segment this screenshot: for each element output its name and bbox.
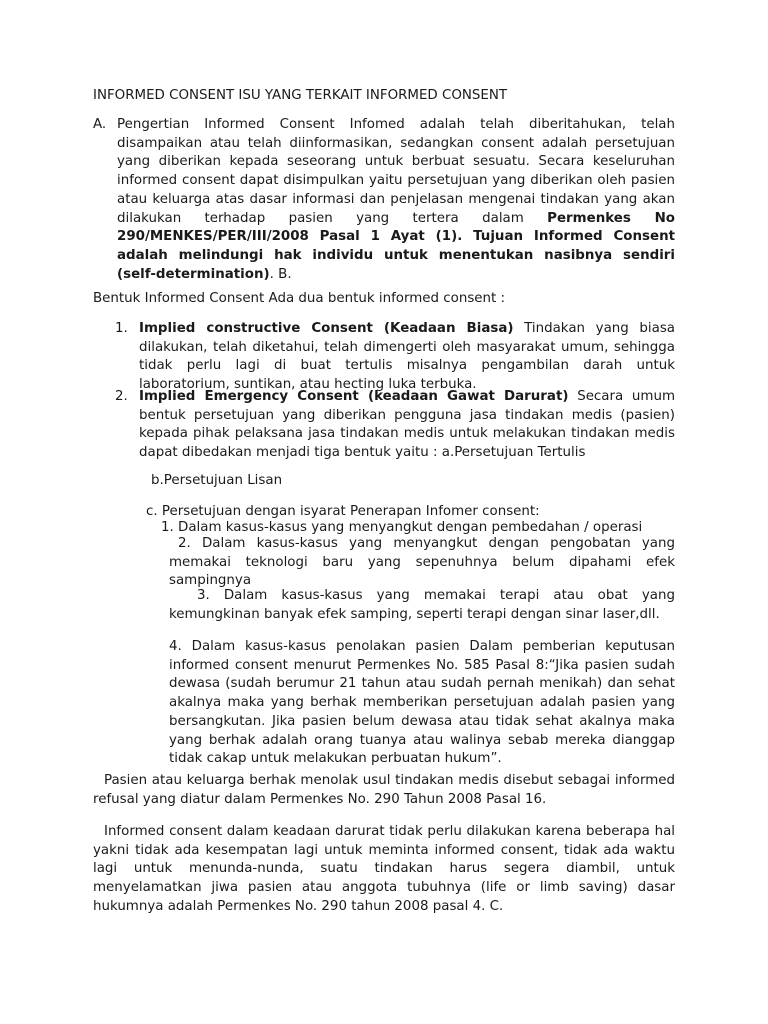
consent-type-gesture-heading: c. Persetujuan dengan isyarat Penerapan Infomer consent: (146, 504, 540, 519)
sub-list-item (169, 587, 675, 624)
section-a (93, 116, 675, 284)
list-item-text: Secara umum bentuk persetujuan yang diberikan pengguna jasa tindakan medis (pasien) kepada pihak pelaksana jasa tindakan medis untuk melakukan tindakan medis dapat dibedakan menjadi tiga bentuk yaitu : a.Persetujuan Tertulis (139, 389, 675, 461)
sub-list-item: 1. Dalam kasus-kasus yang menyangkut dengan pembedahan / operasi (161, 520, 643, 535)
section-a-text-2: . B. (269, 266, 292, 282)
section-a-bold-text: Permenkes No 290/MENKES/PER/III/2008 Pasal 1 Ayat (1). Tujuan Informed Consent adalah melindungi hak individu untuk menentukan nasibnya sendiri (self-determination) (117, 210, 675, 282)
paragraph-text: Pasien atau keluarga berhak menolak usul tindakan medis disebut sebagai informed refusal yang diatur dalam Permenkes No. 290 Tahun 2008 Pasal 16. (93, 773, 675, 807)
sub-list-item-text: 3. Dalam kasus-kasus yang memakai terapi atau obat yang kemungkinan banyak efek samping, seperti terapi dengan sinar laser,dll. (169, 588, 675, 622)
list-marker: 1. (115, 321, 128, 336)
paragraph-text: Informed consent dalam keadaan darurat tidak perlu dilakukan karena beberapa hal yakni tidak ada kesempatan lagi untuk meminta informed consent, tidak ada waktu lagi untuk menunda-nunda, suatu tindakan harus segera diambil, untuk menyelamatkan jiwa pasien atau anggota tubuhnya (life or limb saving) dasar hukumnya adalah Permenkes No. 290 tahun 2008 pasal 4. C. (93, 824, 675, 914)
document-title: INFORMED CONSENT ISU YANG TERKAIT INFORMED CONSENT (93, 88, 508, 103)
numbered-list-item (115, 388, 675, 463)
list-marker: 2. (115, 389, 128, 404)
numbered-list-item (115, 320, 675, 395)
list-item-heading: Implied constructive Consent (Keadaan Biasa) (139, 321, 514, 336)
paragraph-informed-refusal (93, 772, 675, 809)
consent-type-verbal: b.Persetujuan Lisan (151, 473, 283, 488)
sub-list-item-text: 2. Dalam kasus-kasus yang menyangkut dengan pengobatan yang memakai teknologi baru yang sepenuhnya belum dipahami efek sampingnya (169, 536, 675, 589)
forms-intro: Bentuk Informed Consent Ada dua bentuk informed consent : (93, 291, 506, 306)
sub-list-item: 4. Dalam kasus-kasus penolakan pasien Dalam pemberian keputusan informed consent menurut Permenkes No. 585 Pasal 8:“Jika pasien sudah dewasa (sudah berumur 21 tahun atau sudah pernah menikah) dan sehat akalnya maka yang berhak memberikan persetujuan adalah pasien yang bersangkutan. Jika pasien belum dewasa atau tidak sehat akalnya maka yang berhak adalah orang tuanya atau walinya sebab mereka dianggap tidak cakap untuk melakukan perbuatan hukum”. (169, 639, 675, 767)
section-a-text-1: Pengertian Informed Consent Infomed adalah telah diberitahukan, telah disampaikan atau telah diinformasikan, sedangkan consent adalah persetujuan yang diberikan kepada seseorang untuk berbuat sesuatu. Secara keseluruhan informed consent dapat disimpulkan yaitu persetujuan yang diberikan oleh pasien atau keluarga atas dasar informasi dan penjelasan mengenai tindakan yang akan dilakukan terhadap pasien yang tertera dalam (117, 117, 675, 226)
section-a-body (117, 116, 675, 284)
sub-list-item (169, 535, 675, 591)
list-item-text: Tindakan yang biasa dilakukan, telah diketahui, telah dimengerti oleh masyarakat umum, sehingga tidak perlu lagi di buat tertulis misalnya pengambilan darah untuk laboratorium, suntikan, atau hecting luka terbuka. (139, 321, 675, 393)
list-item-heading: Implied Emergency Consent (keadaan Gawat Darurat) (139, 389, 569, 404)
section-a-marker: A. (93, 117, 107, 132)
paragraph-emergency-consent (93, 823, 675, 917)
